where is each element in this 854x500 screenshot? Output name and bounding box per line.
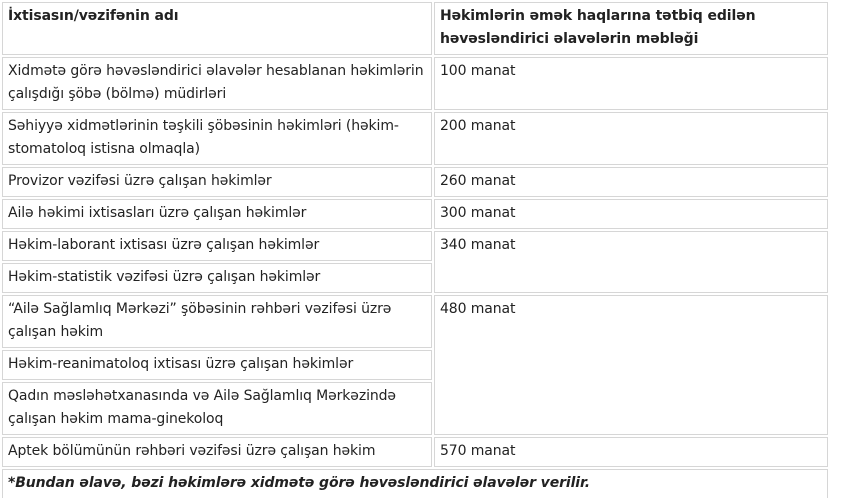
table-row xyxy=(2,437,828,467)
amount-cell: 340 manat xyxy=(434,231,828,293)
position-cell: Xidmətə görə həvəsləndirici əlavələr hesablanan həkimlərin çalışdığı şöbə (bölmə) müdirləri xyxy=(2,57,432,110)
amount-cell: 570 manat xyxy=(434,437,828,467)
position-cell: Aptek bölümünün rəhbəri vəzifəsi üzrə çalışan həkim xyxy=(2,437,432,467)
amount-cell: 100 manat xyxy=(434,57,828,110)
position-cell: “Ailə Sağlamlıq Mərkəzi” şöbəsinin rəhbəri vəzifəsi üzrə çalışan həkim xyxy=(2,295,432,348)
header-amount: Həkimlərin əmək haqlarına tətbiq edilən həvəsləndirici əlavələrin məbləği xyxy=(434,2,828,55)
table-row xyxy=(2,112,828,165)
position-cell: Həkim-reanimatoloq ixtisası üzrə çalışan həkimlər xyxy=(2,350,432,380)
amount-cell: 260 manat xyxy=(434,167,828,197)
amount-cell: 480 manat xyxy=(434,295,828,435)
position-cell: Qadın məsləhətxanasında və Ailə Sağlamlıq Mərkəzində çalışan həkim mama-ginekoloq xyxy=(2,382,432,435)
amount-cell: 200 manat xyxy=(434,112,828,165)
amount-cell: 300 manat xyxy=(434,199,828,229)
table-row xyxy=(2,231,828,261)
position-cell: Provizor vəzifəsi üzrə çalışan həkimlər xyxy=(2,167,432,197)
header-position: İxtisasın/vəzifənin adı xyxy=(2,2,432,55)
table-row xyxy=(2,295,828,348)
position-cell: Həkim-statistik vəzifəsi üzrə çalışan həkimlər xyxy=(2,263,432,293)
table-row xyxy=(2,199,828,229)
position-cell: Həkim-laborant ixtisası üzrə çalışan həkimlər xyxy=(2,231,432,261)
table-row xyxy=(2,167,828,197)
table-header-row xyxy=(2,2,828,55)
table-footnote-row xyxy=(2,469,828,498)
position-cell: Səhiyyə xidmətlərinin təşkili şöbəsinin həkimləri (həkim-stomatoloq istisna olmaqla) xyxy=(2,112,432,165)
table-row xyxy=(2,57,828,110)
footnote: *Bundan əlavə, bəzi həkimlərə xidmətə görə həvəsləndirici əlavələr verilir. xyxy=(2,469,828,498)
position-cell: Ailə həkimi ixtisasları üzrə çalışan həkimlər xyxy=(2,199,432,229)
